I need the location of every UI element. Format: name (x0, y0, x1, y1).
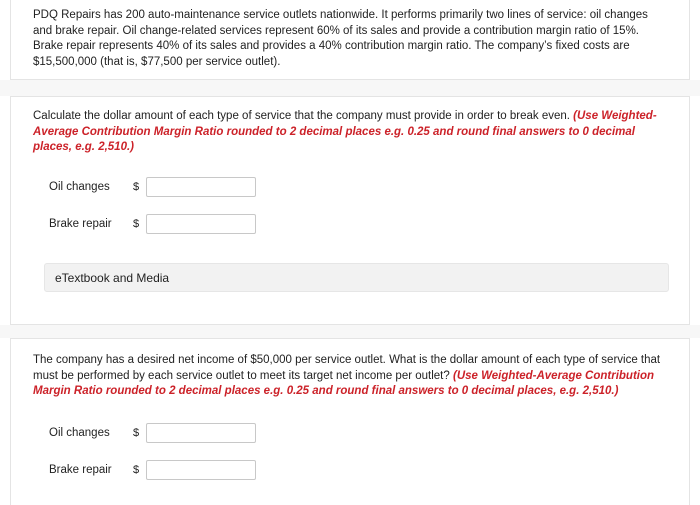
part-1-oil-changes-input[interactable] (146, 177, 256, 197)
section-gap (0, 325, 700, 338)
part-2-question-text: The company has a desired net income of $50,000 per service outlet. What is the dollar amount of each type of service that must be performed by each service outlet to meet its target net income per outlet? (33, 354, 661, 382)
part-2-question (33, 353, 667, 400)
part-2-instruction: (Use Weighted-Average Contribution Margin Ratio rounded to 2 decimal places e.g. 0.25 and round final answers to 0 decimal places, e.g. 2,510.) (33, 369, 655, 397)
brake-repair-label: Brake repair (49, 218, 112, 230)
section-gap (0, 80, 700, 96)
dollar-sign: $ (133, 427, 140, 439)
part-2-oil-changes-input[interactable] (146, 423, 256, 443)
brake-repair-label: Brake repair (49, 464, 112, 476)
dollar-sign: $ (133, 464, 140, 476)
part-1-question-text: Calculate the dollar amount of each type of service that the company must provide in order to break even. (33, 110, 570, 122)
dollar-sign: $ (133, 218, 140, 230)
part-2-brake-repair-input[interactable] (146, 460, 256, 480)
etextbook-media-label: eTextbook and Media (55, 270, 170, 285)
part-1-brake-repair-input[interactable] (146, 214, 256, 234)
part-1-brake-repair-row (49, 212, 256, 236)
problem-intro (10, 0, 690, 80)
oil-changes-label: Oil changes (49, 427, 110, 439)
etextbook-media-button[interactable] (44, 263, 669, 292)
part-1-oil-changes-row (49, 175, 256, 199)
part-1-card (10, 96, 690, 325)
part-1-instruction: (Use Weighted-Average Contribution Margin Ratio rounded to 2 decimal places e.g. 0.25 and round final answers to 0 decimal places, e.g. 2,510.) (33, 110, 657, 153)
part-2-oil-changes-row (49, 421, 256, 445)
part-1-question (33, 109, 667, 156)
part-2-card (10, 338, 690, 505)
oil-changes-label: Oil changes (49, 181, 110, 193)
problem-intro-text: PDQ Repairs has 200 auto-maintenance service outlets nationwide. It performs primarily two lines of service: oil changes and brake repair. Oil change-related services represent 60% of its sales and provide a contribution margin ratio of 15%. Brake repair represents 40% of its sales and provides a 40% contribution margin ratio. The company’s fixed costs are $15,500,000 (that is, $77,500 per service outlet). (33, 9, 648, 68)
dollar-sign: $ (133, 181, 140, 193)
part-2-brake-repair-row (49, 458, 256, 482)
